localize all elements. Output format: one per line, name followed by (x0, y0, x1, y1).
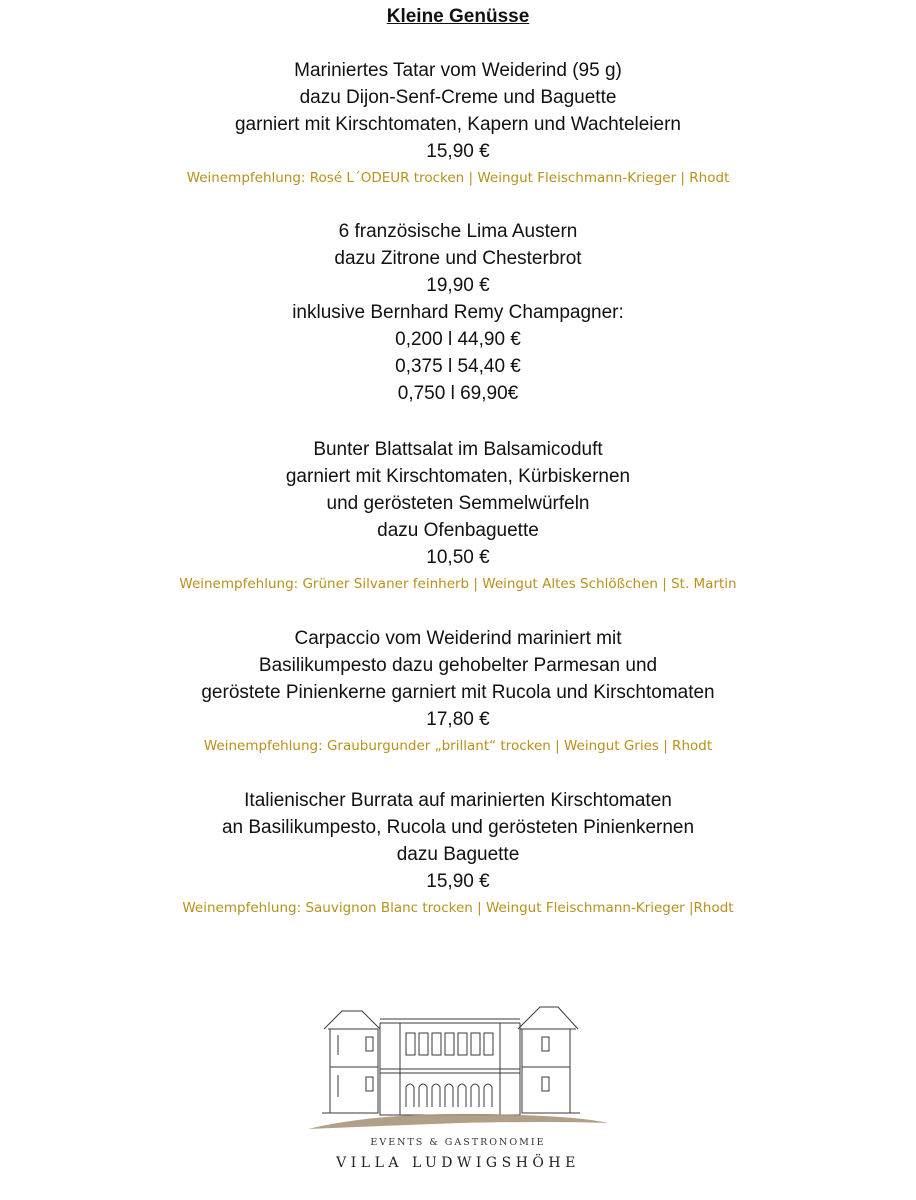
dish-price: 15,90 € (426, 141, 490, 162)
dish-line: Basilikumpesto dazu gehobelter Parmesan und (258, 655, 658, 676)
dish-austern (0, 218, 916, 407)
wine-recommendation: Weinempfehlung: Rosé L´ODEUR trocken | Weingut Fleischmann-Krieger | Rhodt (186, 170, 730, 186)
logo-swoosh (308, 1114, 608, 1129)
dish-price: 0,375 l 54,40 € (395, 356, 521, 377)
dish-burrata (0, 787, 916, 921)
dish-price: 15,90 € (426, 871, 490, 892)
dish-line: dazu Baguette (396, 844, 520, 865)
dish-line: an Basilikumpesto, Rucola und gerösteten Pinienkernen (221, 817, 695, 838)
dish-line: inklusive Bernhard Remy Champagner: (292, 302, 624, 323)
dish-price: 0,750 l 69,90€ (397, 383, 519, 404)
dish-line: und gerösteten Semmelwürfeln (326, 493, 590, 514)
dish-line: garniert mit Kirschtomaten, Kürbiskernen (285, 466, 631, 487)
villa-building-icon (300, 995, 616, 1135)
dish-line: dazu Ofenbaguette (377, 520, 539, 541)
wine-recommendation: Weinempfehlung: Grüner Silvaner feinherb | Weingut Altes Schlößchen | St. Martin (179, 576, 737, 592)
dish-line: dazu Zitrone und Chesterbrot (334, 248, 582, 269)
dish-price: 19,90 € (426, 275, 490, 296)
dish-line: dazu Dijon-Senf-Creme und Baguette (299, 87, 617, 108)
dish-line: Italienischer Burrata auf marinierten Kirschtomaten (244, 790, 672, 811)
dish-line: Mariniertes Tatar vom Weiderind (95 g) (294, 60, 622, 81)
dish-blattsalat (0, 436, 916, 597)
dish-line: 6 französische Lima Austern (338, 221, 578, 242)
dish-tatar (0, 57, 916, 191)
dish-price: 17,80 € (426, 709, 490, 730)
wine-recommendation: Weinempfehlung: Sauvignon Blanc trocken | Weingut Fleischmann-Krieger |Rhodt (182, 900, 734, 916)
logo-name: VILLA LUDWIGSHÖHE (336, 1155, 580, 1171)
logo-subtitle: EVENTS & GASTRONOMIE (370, 1137, 546, 1148)
menu-title: Kleine Genüsse (386, 6, 530, 27)
dish-line: geröstete Pinienkerne garniert mit Rucola und Kirschtomaten (201, 682, 715, 703)
dish-line: Carpaccio vom Weiderind mariniert mit (294, 628, 622, 649)
wine-recommendation: Weinempfehlung: Grauburgunder „brillant“ trocken | Weingut Gries | Rhodt (203, 738, 713, 754)
dish-line: garniert mit Kirschtomaten, Kapern und Wachteleiern (234, 114, 681, 135)
dish-carpaccio (0, 625, 916, 759)
dish-price: 0,200 l 44,90 € (395, 329, 521, 350)
dish-price: 10,50 € (426, 547, 490, 568)
dish-line: Bunter Blattsalat im Balsamicoduft (313, 439, 603, 460)
villa-ludwigshoehe-logo (300, 995, 616, 1185)
